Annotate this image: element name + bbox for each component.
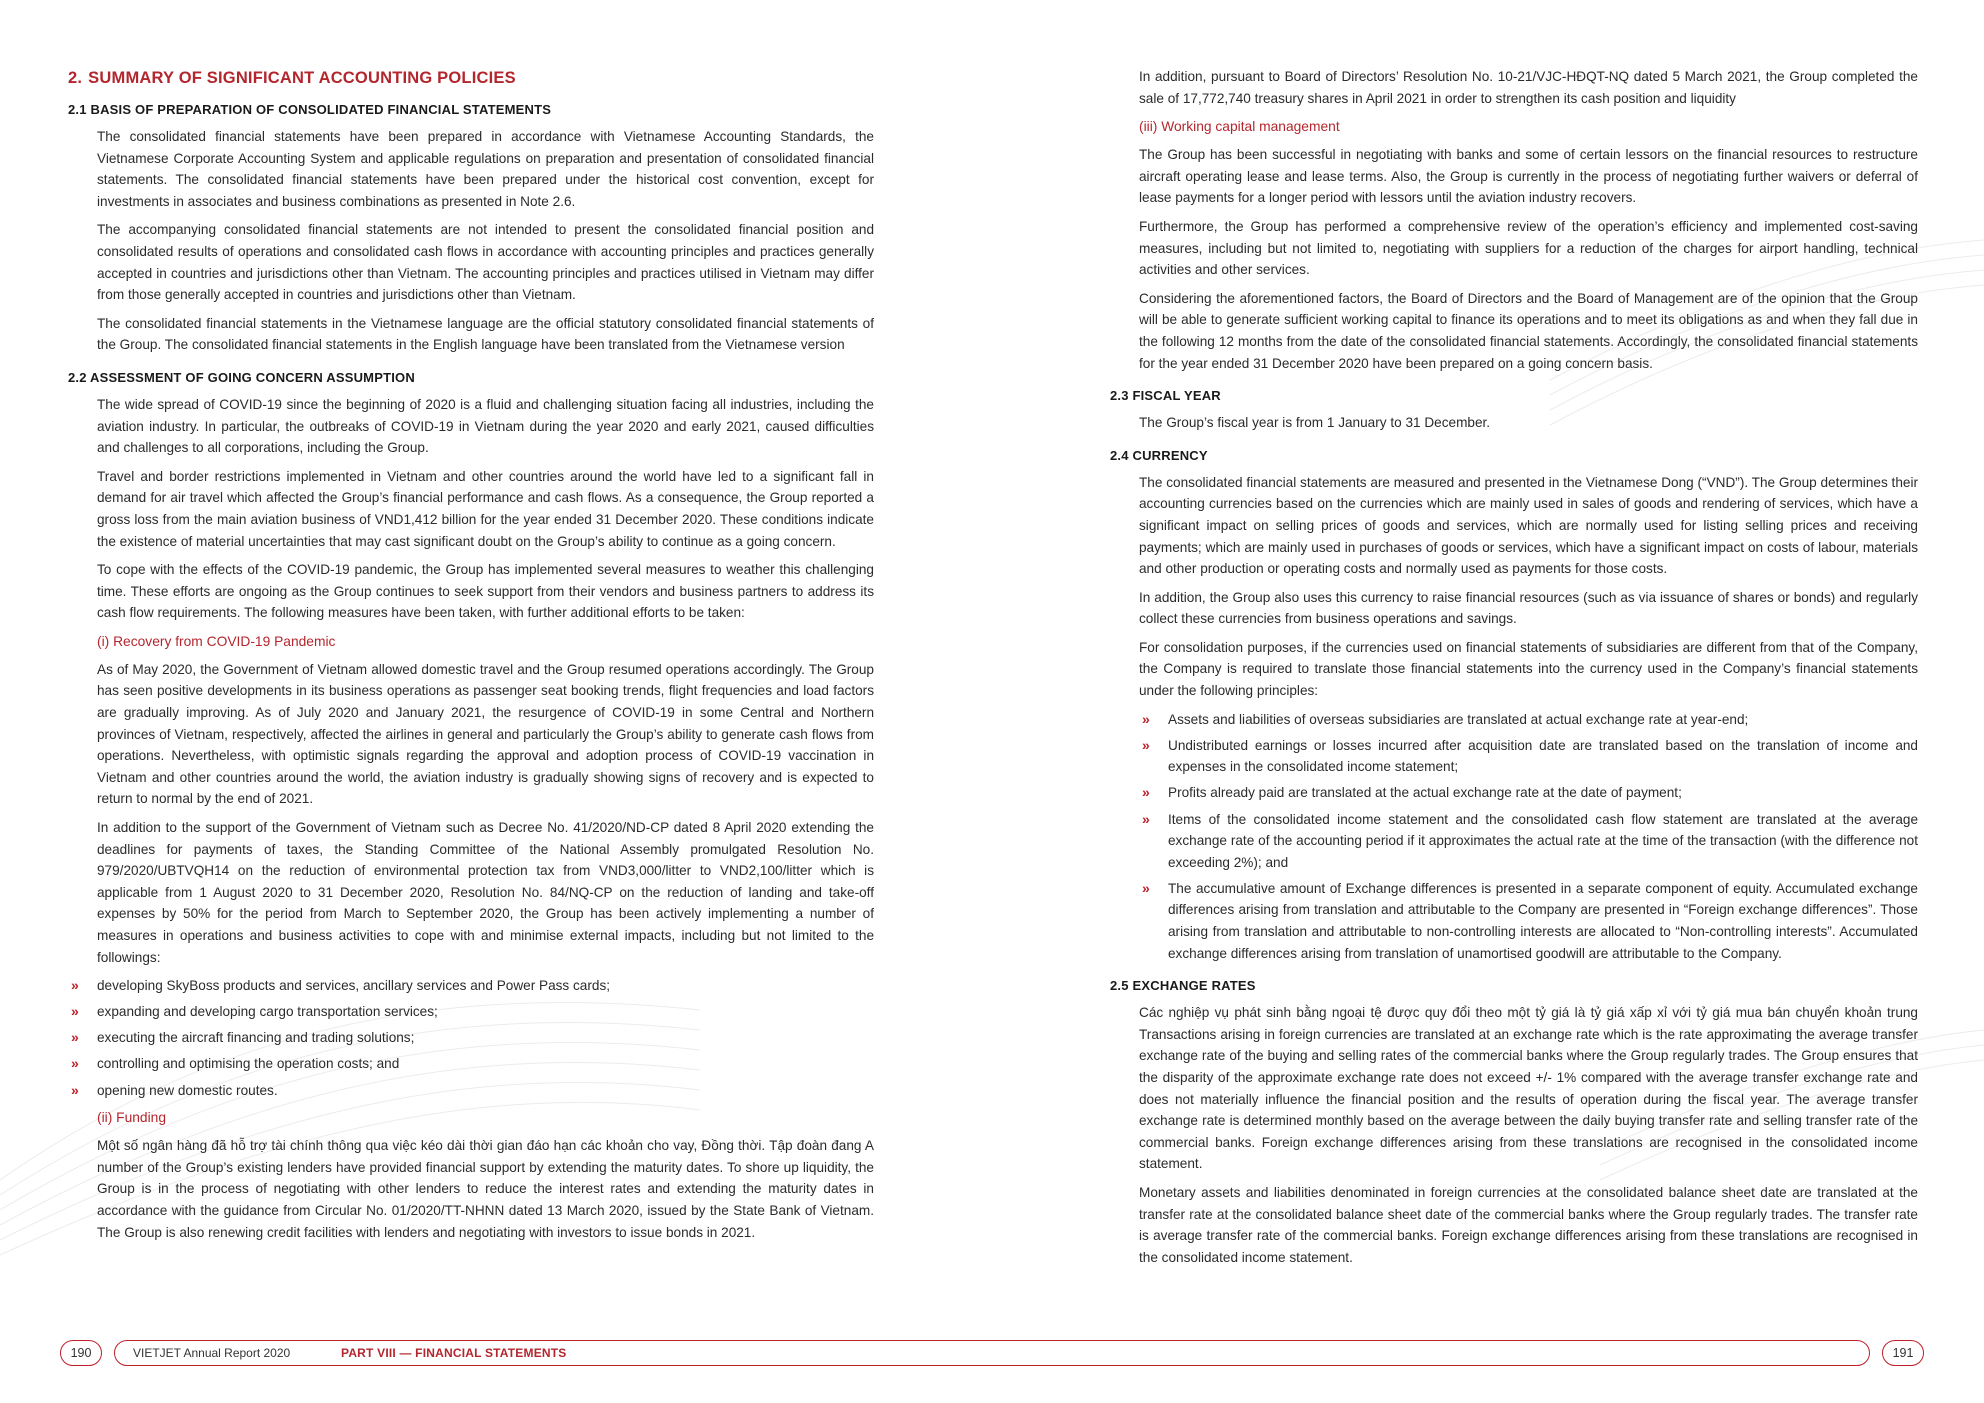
list-item: » Assets and liabilities of overseas subsidiaries are translated at actual exchange rate at year-end; [1139, 709, 1918, 731]
list-item: » Profits already paid are translated at the actual exchange rate at the date of payment; [1139, 782, 1918, 804]
paragraph: In addition, the Group also uses this currency to raise financial resources (such as via issuance of shares or bonds) and regularly collect these currencies from business operations and savings. [1139, 589, 1918, 627]
double-chevron-right-icon: » [71, 1081, 79, 1098]
list-item: » controlling and optimising the operation costs; and [68, 1053, 874, 1075]
heading-working-capital: (iii) Working capital management [1139, 119, 1340, 135]
paragraph: The accompanying consolidated financial statements are not intended to present the consolidated financial position and consolidated results of operations and consolidated cash flows in accordance with accounting principles and practices generally accepted in countries and jurisdictions other than Vietnam. The accounting principles and practices utilised in Vietnam may differ from those generally accepted in countries and jurisdictions other than Vietnam. [97, 222, 874, 303]
paragraph: As of May 2020, the Government of Vietnam allowed domestic travel and the Group resumed operations accordingly. The Group has seen positive developments in its business operations as passenger seat booking trends, flight frequencies and load factors are gradually improving. As of July 2020 and January 2021, the resurgence of COVID-19 in some Central and Northern provinces of Vietnam, respectively, affected the airlines in general and particularly the Group’s ability to generate cash flows from operations. Nevertheless, with optimistic signals regarding the approval and adoption process of COVID-19 vaccination in Vietnam and other countries around the world, the aviation industry is gradually showing signs of recovery and is expected to return to normal by the end of 2021. [97, 661, 874, 807]
principles-list [1139, 709, 1918, 965]
paragraph: Furthermore, the Group has performed a comprehensive review of the operation’s efficiency and implemented cost-saving measures, including but not limited to, negotiating with suppliers for a reduction of the charges for airport handling, technical activities and other services. [1139, 218, 1918, 278]
paragraph: The Group’s fiscal year is from 1 January to 31 December. [1139, 415, 1491, 431]
measures-list [68, 975, 874, 1101]
list-item: » developing SkyBoss products and services, ancillary services and Power Pass cards; [68, 975, 874, 997]
paragraph: The consolidated financial statements are measured and presented in the Vietnamese Dong (“VND”). The Group determines their accounting currencies based on the currencies which are mainly used in sales of goods and rendering of services, which have a significant impact on selling prices of goods and services, which are normally used for listing selling prices and receiving payments; which are mainly used in purchases of goods or services, which have a significant impact on costs of labour, materials and other production or operating costs and normally used as payments for those costs. [1139, 474, 1918, 577]
paragraph: Travel and border restrictions implemented in Vietnam and other countries around the world have led to a significant fall in demand for air travel which affected the Group’s financial performance and cash flows. As a consequence, the Group reported a gross loss from the main aviation business of VND1,412 billion for the year ended 31 December 2020. These conditions indicate the existence of material uncertainties that may cast significant doubt on the Group’s ability to continue as a going concern. [97, 468, 874, 549]
subsection-2-4-title: 2.4 CURRENCY [1110, 447, 1208, 463]
left-column [68, 66, 874, 1250]
paragraph: The wide spread of COVID-19 since the beginning of 2020 is a fluid and challenging situation facing all industries, including the aviation industry. In particular, the outbreaks of COVID-19 in Vietnam during the year 2020 and early 2021, caused difficulties and challenges to all corporations, including the Group. [97, 396, 874, 456]
subsection-2-3-title: 2.3 FISCAL YEAR [1110, 388, 1221, 404]
paragraph: The consolidated financial statements have been prepared in accordance with Vietnamese Accounting Standards, the Vietnamese Corporate Accounting System and applicable regulations on preparation and presentation of consolidated financial statements. The consolidated financial statements have been prepared under the historical cost convention, except for investments in associates and business combinations as presented in Note 2.6. [97, 129, 874, 209]
paragraph: In addition to the support of the Government of Vietnam such as Decree No. 41/2020/ND-CP dated 8 April 2020 extending the deadlines for payments of taxes, the Standing Committee of the National Assembly promulgated Resolution No. 979/2020/UBTVQH14 on the reduction of environmental protection tax from VND3,000/litter to VND2,100/litter which is applicable from 1 August 2020 to 31 December 2020, Resolution No. 84/NQ-CP on the reduction of landing and take-off expenses by 50% for the period from March to September 2020, the Group has been actively implementing a number of measures in operations and business activities to cope with and minimise external impacts, including but not limited to the followings: [97, 820, 874, 965]
double-chevron-right-icon: » [1142, 810, 1150, 827]
report-part: PART VIII — FINANCIAL STATEMENTS [341, 1346, 567, 1360]
subsection-2-2-title: 2.2 ASSESSMENT OF GOING CONCERN ASSUMPTION [68, 369, 415, 385]
double-chevron-right-icon: » [71, 1003, 79, 1020]
subsection-2-3-body [1110, 412, 1918, 434]
section-title [68, 66, 874, 90]
list-item: » opening new domestic routes. [68, 1080, 874, 1102]
heading-recovery: (i) Recovery from COVID-19 Pandemic [97, 633, 336, 649]
subsection-2-4-body [1110, 472, 1918, 964]
paragraph: Một số ngân hàng đã hỗ trợ tài chính thông qua việc kéo dài thời gian đáo hạn các khoản cho vay, Đồng thời. Tập đoàn đang A number of the Group’s existing lenders have provided financial support by extending the maturity dates. To shore up liquidity, the Group is in the process of negotiating with other lenders to reduce the interest rates and extending the maturity dates in accordance with the guidance from Circular No. 01/2020/TT-NHNN dated 13 March 2020, issued by the State Bank of Vietnam. The Group is also renewing credit facilities with lenders and negotiating with investors to issue bonds in 2021. [97, 1138, 874, 1240]
subsection-2-2-body [68, 394, 874, 1243]
report-brand: VIETJET Annual Report 2020 [133, 1346, 291, 1360]
paragraph: Các nghiệp vụ phát sinh bằng ngoại tệ được quy đổi theo một tỷ giá là tỷ giá xấp xỉ với tỷ giá mua bán chuyển khoản trung Transactions arising in foreign currencies are translated at an exchange rate which is the rate approximating the average transfer exchange rate of the buying and selling rates of the commercial banks where the Group regularly trades. The Group ensures that the disparity of the approximate exchange rate does not exceed +/- 1% compared with the average transfer exchange rate and does not materially influence the financial position and the results of operation during the fiscal year. The average transfer exchange rate is determined monthly based on the average between the daily buying transfer rate and selling transfer rate of the commercial banks. Foreign exchange differences arising from these translations are recognised in the consolidated income statement. [1139, 1005, 1918, 1172]
right-column [1110, 66, 1918, 1275]
list-item: » Undistributed earnings or losses incurred after acquisition date are translated based on the translation of income and expenses in the consolidated income statement; [1142, 736, 1918, 775]
section-title-text: SUMMARY OF SIGNIFICANT ACCOUNTING POLICIES [88, 69, 516, 87]
paragraph: In addition, pursuant to Board of Directors’ Resolution No. 10-21/VJC-HĐQT-NQ dated 5 March 2021, the Group completed the sale of 17,772,740 treasury shares in April 2021 in order to strengthen its cash position and liquidity [1139, 69, 1918, 106]
subsection-2-5-title: 2.5 EXCHANGE RATES [1110, 978, 1256, 994]
list-item: » Items of the consolidated income statement and the consolidated cash flow statement are translated at the average exchange rate of the accounting period if it approximates the actual rate at the time of the transaction (with the difference not exceeding 2%); and [1142, 810, 1918, 870]
heading-funding: (ii) Funding [97, 1110, 167, 1126]
footer-bar [114, 1340, 1870, 1366]
page-number-left: 190 [60, 1340, 102, 1366]
double-chevron-right-icon: » [1142, 736, 1150, 753]
subsection-2-1-body [68, 126, 874, 356]
paragraph: For consolidation purposes, if the currencies used on financial statements of subsidiaries are different from that of the Company, the Company is required to translate those financial statements into the currency used in the Company’s financial statements under the following principles: [1139, 639, 1918, 699]
list-item: » expanding and developing cargo transportation services; [68, 1001, 874, 1023]
section-number: 2. [68, 69, 83, 87]
double-chevron-right-icon: » [1142, 784, 1150, 801]
going-concern-continued [1110, 66, 1918, 374]
double-chevron-right-icon: » [71, 977, 79, 994]
paragraph: The consolidated financial statements in the Vietnamese language are the official statutory consolidated financial statements of the Group. The consolidated financial statements in the English language have been translated from the Vietnamese version [97, 315, 874, 353]
paragraph: To cope with the effects of the COVID-19 pandemic, the Group has implemented several measures to weather this challenging time. These efforts are ongoing as the Group continues to seek support from their vendors and business partners to address its cash flow requirements. The following measures have been taken, with further additional efforts to be taken: [97, 562, 874, 621]
subsection-2-5-body [1110, 1002, 1918, 1268]
double-chevron-right-icon: » [71, 1029, 79, 1046]
paragraph: Monetary assets and liabilities denominated in foreign currencies at the consolidated balance sheet date are translated at the transfer rate at the consolidated balance sheet date of the commercial banks where the Group regularly trades. The transfer rate is average transfer rate of the commercial banks. Foreign exchange differences arising from these translations are recognised in the consolidated income statement. [1139, 1184, 1918, 1265]
paragraph: Considering the aforementioned factors, the Board of Directors and the Board of Management are of the opinion that the Group will be able to generate sufficient working capital to finance its operations and to meet its obligations as and when they fall due in the following 12 months from the date of the consolidated financial statements. Accordingly, the consolidated financial statements for the year ended 31 December 2020 have been prepared on a going concern basis. [1139, 290, 1918, 371]
page-number-right: 191 [1882, 1340, 1924, 1366]
double-chevron-right-icon: » [1142, 879, 1150, 896]
page-footer [60, 1340, 1924, 1366]
list-item: » executing the aircraft financing and trading solutions; [68, 1027, 874, 1049]
double-chevron-right-icon: » [1142, 710, 1150, 727]
paragraph: The Group has been successful in negotiating with banks and some of certain lessors on the financial resources to restructure aircraft operating lease and lease terms. Also, the Group is currently in the process of negotiating further waivers or deferral of lease payments for a longer period with lessors until the aviation industry recovers. [1139, 147, 1918, 206]
double-chevron-right-icon: » [71, 1055, 79, 1072]
list-item: » The accumulative amount of Exchange differences is presented in a separate component of equity. Accumulated exchange differences arising from translation and attributable to the Company are presented in “Foreign exchange differences”. Those arising from translation and attributable to non-controlling interests are allocated to “Non-controlling interests”. Accumulated exchange differences arising from translation of unamortised goodwill are attributable to the Company. [1142, 879, 1918, 961]
subsection-2-1-title: 2.1 BASIS OF PREPARATION OF CONSOLIDATED FINANCIAL STATEMENTS [68, 102, 552, 117]
